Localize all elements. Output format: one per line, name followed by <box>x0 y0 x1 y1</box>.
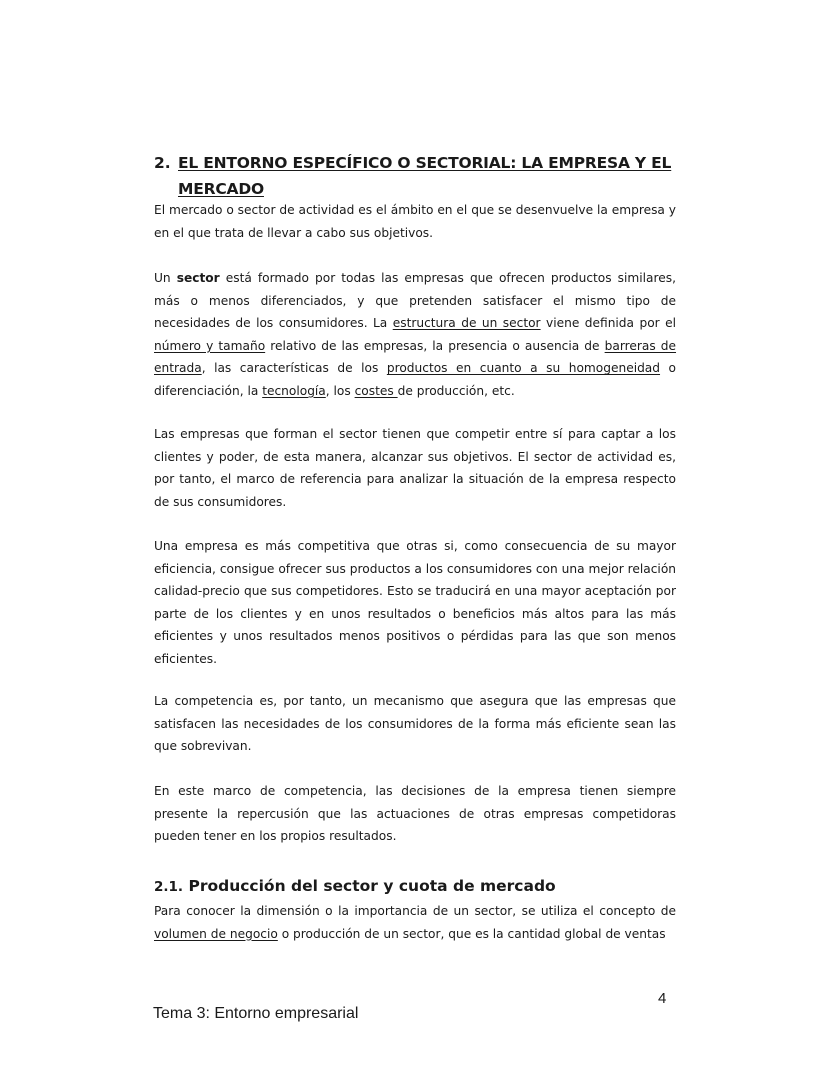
paragraph-2 <box>154 267 676 403</box>
term-tecnologia: tecnología <box>262 383 326 398</box>
term-volumen-negocio: volumen de negocio <box>154 926 278 941</box>
text-run: , los <box>325 383 355 398</box>
text-run: viene definida por el <box>540 316 676 331</box>
text-run: , las características de los <box>201 361 387 376</box>
text-run: Para conocer la dimensión o la importancia de un sector, se utiliza el concepto de <box>154 904 676 918</box>
term-productos: productos en cuanto a su homogeneidad <box>386 361 661 376</box>
text-run: o diferenciación, la <box>154 361 677 398</box>
text-run: está formado por todas las empresas que ofrecen productos similares, más o menos diferenciados, y que pretenden satisfacer el mismo tipo de necesidades de los consumidores. La <box>154 271 676 331</box>
text-run: de producción, etc. <box>397 383 515 398</box>
paragraph-6: En este marco de competencia, las decisiones de la empresa tienen siempre presente la repercusión que las actuaciones de otras empresas competidoras pueden tener en los propios resultados. <box>154 784 676 844</box>
paragraph-4: Una empresa es más competitiva que otras si, como consecuencia de su mayor eficiencia, consigue ofrecer sus productos a los consumidores con una mejor relación calidad-precio que sus competidores. Esto se traducirá en una mayor aceptación por parte de los clientes y en unos resultados o beneficios más altos para las más eficientes y unos resultados menos positivos o pérdidas para las que son menos eficientes. <box>154 539 676 666</box>
text-run: o producción de un sector, que es la cantidad global de ventas <box>277 926 666 941</box>
text-run: relativo de las empresas, la presencia o ausencia de <box>265 338 605 353</box>
term-barreras: barreras de entrada <box>154 338 677 376</box>
page-number: 4 <box>658 990 667 1007</box>
term-sector: sector <box>176 271 220 285</box>
subsection-number: 2.1. <box>154 879 184 895</box>
section-heading <box>154 150 694 202</box>
text-run: Un <box>154 271 177 285</box>
page-footer: Tema 3: Entorno empresarial <box>153 1005 359 1022</box>
subsection-heading <box>154 874 556 899</box>
term-numero-tamano: número y tamaño <box>154 338 266 353</box>
paragraph-5: La competencia es, por tanto, un mecanismo que asegura que las empresas que satisfacen las necesidades de los consumidores de la forma más eficiente sean las que sobrevivan. <box>154 694 676 754</box>
paragraph-1: El mercado o sector de actividad es el ámbito en el que se desenvuelve la empresa y en el que trata de llevar a cabo sus objetivos. <box>154 203 676 240</box>
subsection-title: Producción del sector y cuota de mercado <box>188 877 556 895</box>
paragraph-3: Las empresas que forman el sector tienen que competir entre sí para captar a los clientes y poder, de esta manera, alcanzar sus objetivos. El sector de actividad es, por tanto, el marco de referencia para analizar la situación de la empresa respecto de sus consumidores. <box>154 427 676 509</box>
term-estructura: estructura de un sector <box>392 316 541 331</box>
paragraph-7 <box>154 900 676 945</box>
section-title: EL ENTORNO ESPECÍFICO O SECTORIAL: LA EMPRESA Y EL MERCADO <box>178 154 672 198</box>
section-number: 2. <box>154 154 171 172</box>
term-costes: costes <box>354 383 398 398</box>
